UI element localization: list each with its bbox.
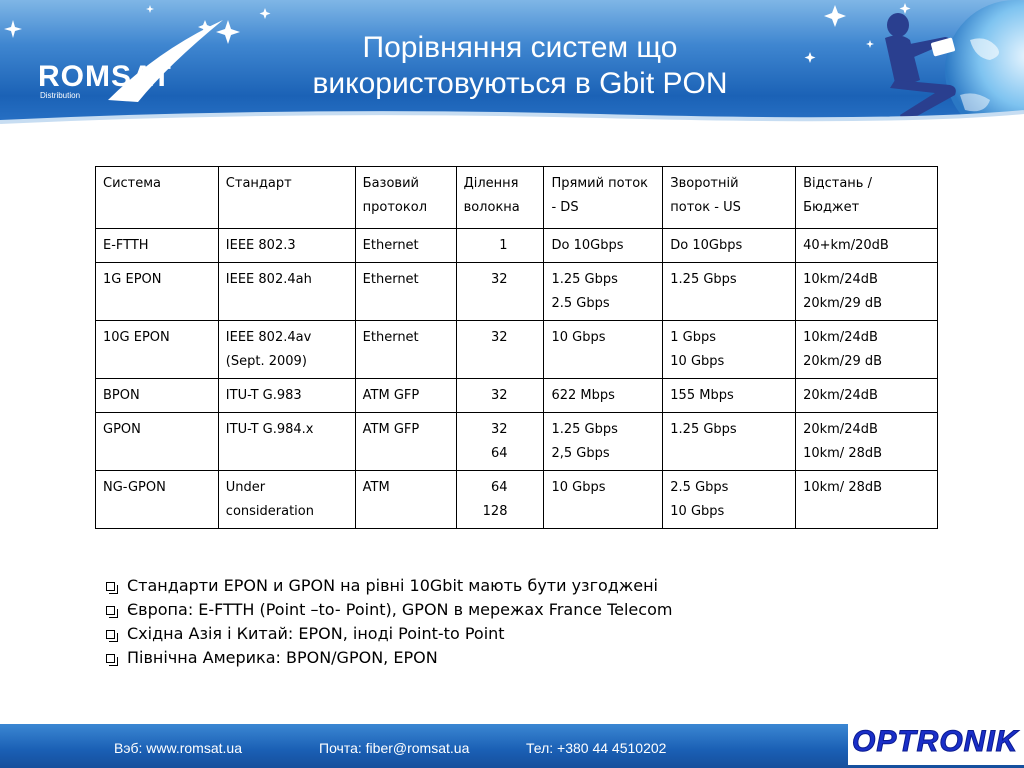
cell-line: протокол — [362, 200, 428, 215]
brand-text: OPTRONIK — [852, 725, 1019, 758]
cell-line: ATM GFP — [362, 388, 420, 403]
table-cell — [355, 471, 456, 529]
table-cell — [796, 379, 938, 413]
table-cell — [456, 229, 544, 263]
cell-line: 10 Gbps — [551, 480, 606, 495]
footer-phone: Тел: +380 44 4510202 — [526, 740, 667, 756]
table-cell — [663, 413, 796, 471]
cell-line: 1G EPON — [103, 272, 162, 287]
cell-line: Зворотній — [670, 176, 739, 191]
romsat-logo[interactable] — [38, 60, 198, 102]
table-row — [96, 413, 938, 471]
table-cell — [218, 263, 355, 321]
cell-line: (Sept. 2009) — [225, 354, 307, 369]
table-cell — [663, 229, 796, 263]
table-cell — [218, 379, 355, 413]
cell-line: 20km/29 dB — [803, 296, 883, 311]
cell-line: consideration — [225, 504, 314, 519]
title-line-2: використовуються в Gbit PON — [312, 67, 728, 100]
table-cell — [96, 263, 219, 321]
cell-line: 10km/ 28dB — [803, 480, 883, 495]
logo-subtitle: Distribution — [40, 91, 81, 100]
table-cell — [663, 379, 796, 413]
cell-line: 2.5 Gbps — [551, 296, 610, 311]
cell-line: 2,5 Gbps — [551, 446, 610, 461]
table-row — [96, 263, 938, 321]
cell-line: 622 Mbps — [551, 388, 615, 403]
cell-line: Do 10Gbps — [551, 238, 624, 253]
list-item-text: Східна Азія і Китай: EPON, іноді Point-to Point — [127, 624, 505, 643]
list-item — [106, 622, 672, 646]
table-cell — [96, 321, 219, 379]
table-row — [96, 379, 938, 413]
table-cell — [355, 229, 456, 263]
cell-line: 20km/29 dB — [803, 354, 883, 369]
table-header-cell — [96, 167, 219, 229]
checkbox-bullet-icon — [106, 654, 115, 663]
table-cell — [456, 413, 544, 471]
cell-line: поток - US — [670, 200, 741, 215]
cell-line: 1 — [499, 238, 508, 253]
table-row — [96, 471, 938, 529]
table-cell — [796, 229, 938, 263]
cell-line: 1.25 Gbps — [551, 272, 618, 287]
optronik-logo — [848, 721, 1024, 765]
cell-line: ITU-T G.984.x — [225, 422, 314, 437]
cell-line: 10 Gbps — [551, 330, 606, 345]
pon-comparison-table — [95, 166, 938, 529]
page-title — [250, 30, 790, 102]
cell-line: 10km/24dB — [803, 272, 878, 287]
cell-line: 128 — [482, 504, 508, 519]
table-cell — [218, 413, 355, 471]
notes-list — [106, 574, 672, 670]
cell-line: E-FTTH — [103, 238, 149, 253]
table-cell — [544, 471, 663, 529]
cell-line: 10 Gbps — [670, 504, 725, 519]
cell-line: 32 — [490, 388, 508, 403]
table-cell — [355, 379, 456, 413]
cell-line: IEEE 802.3 — [225, 238, 296, 253]
table-cell — [456, 471, 544, 529]
cell-line: Ethernet — [362, 272, 419, 287]
table-cell — [663, 471, 796, 529]
cell-line: 64 — [490, 446, 508, 461]
table-header-cell — [456, 167, 544, 229]
table-cell — [355, 321, 456, 379]
cell-line: 32 — [490, 272, 508, 287]
cell-line: GPON — [103, 422, 141, 437]
cell-line: Прямий поток — [551, 176, 649, 191]
cell-line: волокна — [463, 200, 520, 215]
cell-line: NG-GPON — [103, 480, 166, 495]
cell-line: 40+km/20dB — [803, 238, 889, 253]
logo-text: ROMSAT — [38, 60, 172, 93]
cell-line: ATM GFP — [362, 422, 420, 437]
cell-line: Ethernet — [362, 238, 419, 253]
table-cell — [796, 321, 938, 379]
table-cell — [218, 321, 355, 379]
table-cell — [96, 471, 219, 529]
table-row — [96, 229, 938, 263]
list-item — [106, 574, 672, 598]
table-cell — [96, 379, 219, 413]
table-header-cell — [218, 167, 355, 229]
table-header-cell — [544, 167, 663, 229]
list-item — [106, 598, 672, 622]
table-cell — [218, 229, 355, 263]
cell-line: Бюджет — [803, 200, 860, 215]
cell-line: 10G EPON — [103, 330, 170, 345]
cell-line: 1.25 Gbps — [670, 422, 737, 437]
cell-line: 10 Gbps — [670, 354, 725, 369]
table-cell — [355, 413, 456, 471]
table-cell — [355, 263, 456, 321]
list-item-text: Північна Америка: BPON/GPON, EPON — [127, 648, 438, 667]
footer-web[interactable]: Вэб: www.romsat.ua — [114, 740, 242, 756]
checkbox-bullet-icon — [106, 606, 115, 615]
cell-line: Система — [103, 176, 162, 191]
cell-line: Ethernet — [362, 330, 419, 345]
table-cell — [544, 263, 663, 321]
table-cell — [456, 379, 544, 413]
cell-line: - DS — [551, 200, 579, 215]
table-cell — [796, 471, 938, 529]
table-header-cell — [796, 167, 938, 229]
cell-line: 32 — [490, 422, 508, 437]
table-cell — [663, 263, 796, 321]
table-cell — [96, 413, 219, 471]
cell-line: Відстань / — [803, 176, 872, 191]
table-cell — [544, 379, 663, 413]
cell-line: 2.5 Gbps — [670, 480, 729, 495]
table-cell — [96, 229, 219, 263]
cell-line: 1 Gbps — [670, 330, 717, 345]
list-item-text: Стандарти EPON и GPON на рівні 10Gbit мають бути узгоджені — [127, 576, 658, 595]
cell-line: Do 10Gbps — [670, 238, 743, 253]
header-wave — [0, 100, 1024, 128]
cell-line: 10km/24dB — [803, 330, 878, 345]
table-cell — [544, 229, 663, 263]
table-cell — [663, 321, 796, 379]
checkbox-bullet-icon — [106, 630, 115, 639]
cell-line: 1.25 Gbps — [670, 272, 737, 287]
table-cell — [544, 321, 663, 379]
table-cell — [218, 471, 355, 529]
list-item — [106, 646, 672, 670]
table-row — [96, 321, 938, 379]
cell-line: 64 — [490, 480, 508, 495]
table-cell — [796, 413, 938, 471]
cell-line: 20km/24dB — [803, 388, 878, 403]
table-cell — [456, 321, 544, 379]
cell-line: BPON — [103, 388, 140, 403]
cell-line: Базовий — [362, 176, 419, 191]
header-banner — [0, 0, 1024, 128]
cell-line: 155 Mbps — [670, 388, 734, 403]
table-header-cell — [663, 167, 796, 229]
cell-line: 10km/ 28dB — [803, 446, 883, 461]
table-cell — [544, 413, 663, 471]
cell-line: IEEE 802.4ah — [225, 272, 312, 287]
checkbox-bullet-icon — [106, 582, 115, 591]
footer-mail[interactable]: Почта: fiber@romsat.ua — [319, 740, 470, 756]
table-header-row — [96, 167, 938, 229]
cell-line: Under — [225, 480, 266, 495]
cell-line: 20km/24dB — [803, 422, 878, 437]
cell-line: ITU-T G.983 — [225, 388, 302, 403]
title-line-1: Порівняння систем що — [362, 31, 678, 64]
cell-line: IEEE 802.4av — [225, 330, 312, 345]
table-cell — [796, 263, 938, 321]
table-header-cell — [355, 167, 456, 229]
cell-line: 32 — [490, 330, 508, 345]
cell-line: ATM — [362, 480, 390, 495]
cell-line: Ділення — [463, 176, 519, 191]
table-cell — [456, 263, 544, 321]
cell-line: 1.25 Gbps — [551, 422, 618, 437]
list-item-text: Європа: E-FTTH (Point –to- Point), GPON в мережах France Telecom — [127, 600, 673, 619]
cell-line: Стандарт — [225, 176, 292, 191]
